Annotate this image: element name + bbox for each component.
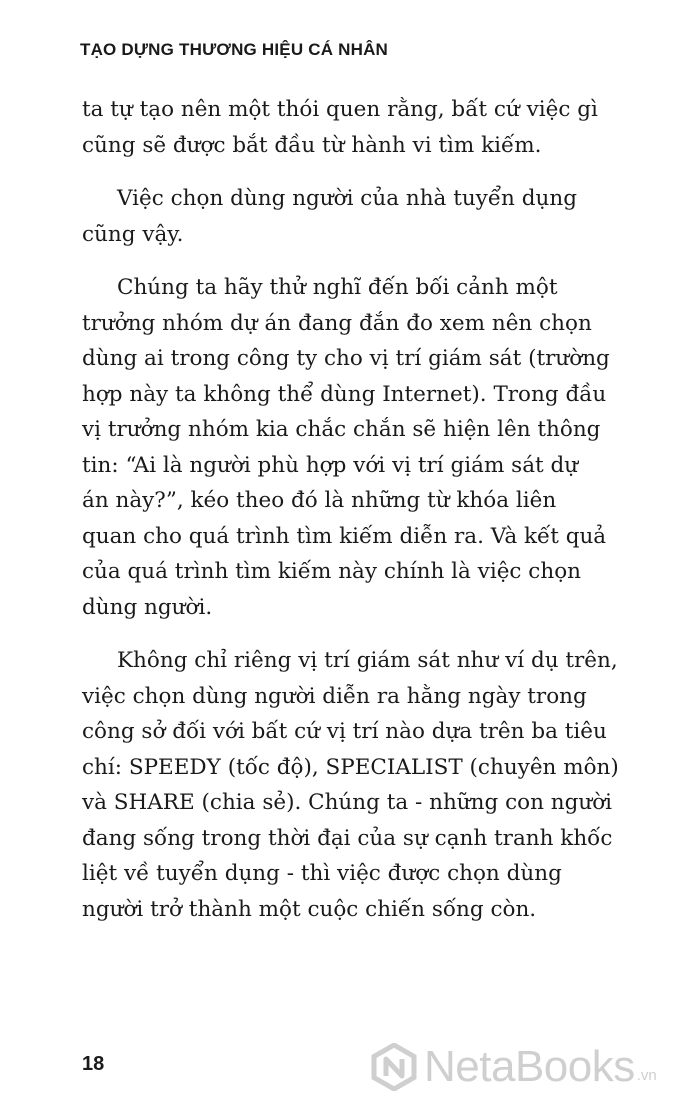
body-text (82, 92, 625, 945)
text-line: đang sống trong thời đại của sự cạnh tranh khốc (82, 825, 613, 851)
watermark-text: NetaBooks (424, 1042, 635, 1091)
text-line: Không chỉ riêng vị trí giám sát như ví dụ trên, (117, 648, 618, 673)
running-header: TẠO DỰNG THƯƠNG HIỆU CÁ NHÂN (80, 40, 389, 59)
netabooks-logo-icon (370, 1043, 418, 1091)
text-line: cũng sẽ được bắt đầu từ hành vi tìm kiếm. (82, 132, 542, 158)
text-line: của quá trình tìm kiếm này chính là việc chọn (82, 559, 581, 584)
text-line: cũng vậy. (82, 221, 184, 247)
watermark-suffix: .vn (636, 1066, 657, 1084)
text-line: Việc chọn dùng người của nhà tuyển dụng (117, 186, 577, 211)
text-line: người trở thành một cuộc chiến sống còn. (82, 896, 537, 922)
text-line: ta tự tạo nên một thói quen rằng, bất cứ việc gì (82, 97, 598, 122)
text-line: công sở đối với bất cứ vị trí nào dựa trên ba tiêu (82, 719, 607, 744)
text-line: chí: SPEEDY (tốc độ), SPECIALIST (chuyên môn) (82, 754, 619, 780)
paragraph-2 (82, 181, 625, 252)
watermark (370, 1042, 657, 1092)
text-line: liệt về tuyển dụng - thì việc được chọn dùng (82, 861, 562, 886)
text-line: vị trưởng nhóm kia chắc chắn sẽ hiện lên thông (82, 417, 601, 442)
text-line: việc chọn dùng người diễn ra hằng ngày trong (82, 683, 587, 709)
text-line: quan cho quá trình tìm kiếm diễn ra. Và kết quả (82, 523, 607, 549)
paragraph-4 (82, 643, 625, 927)
paragraph-1 (82, 92, 625, 163)
text-line: Chúng ta hãy thử nghĩ đến bối cảnh một (117, 275, 558, 300)
text-line: và SHARE (chia sẻ). Chúng ta - những con người (82, 790, 613, 815)
text-line: hợp này ta không thể dùng Internet). Trong đầu (82, 381, 607, 407)
page-number: 18 (82, 1053, 105, 1075)
text-line: dùng ai trong công ty cho vị trí giám sát (trường (82, 346, 610, 371)
paragraph-3 (82, 270, 625, 625)
text-line: dùng người. (82, 594, 213, 620)
text-line: tin: “Ai là người phù hợp với vị trí giám sát dự (82, 452, 579, 478)
text-line: trưởng nhóm dự án đang đắn đo xem nên chọn (82, 310, 592, 336)
text-line: án này?”, kéo theo đó là những từ khóa liên (82, 488, 557, 513)
